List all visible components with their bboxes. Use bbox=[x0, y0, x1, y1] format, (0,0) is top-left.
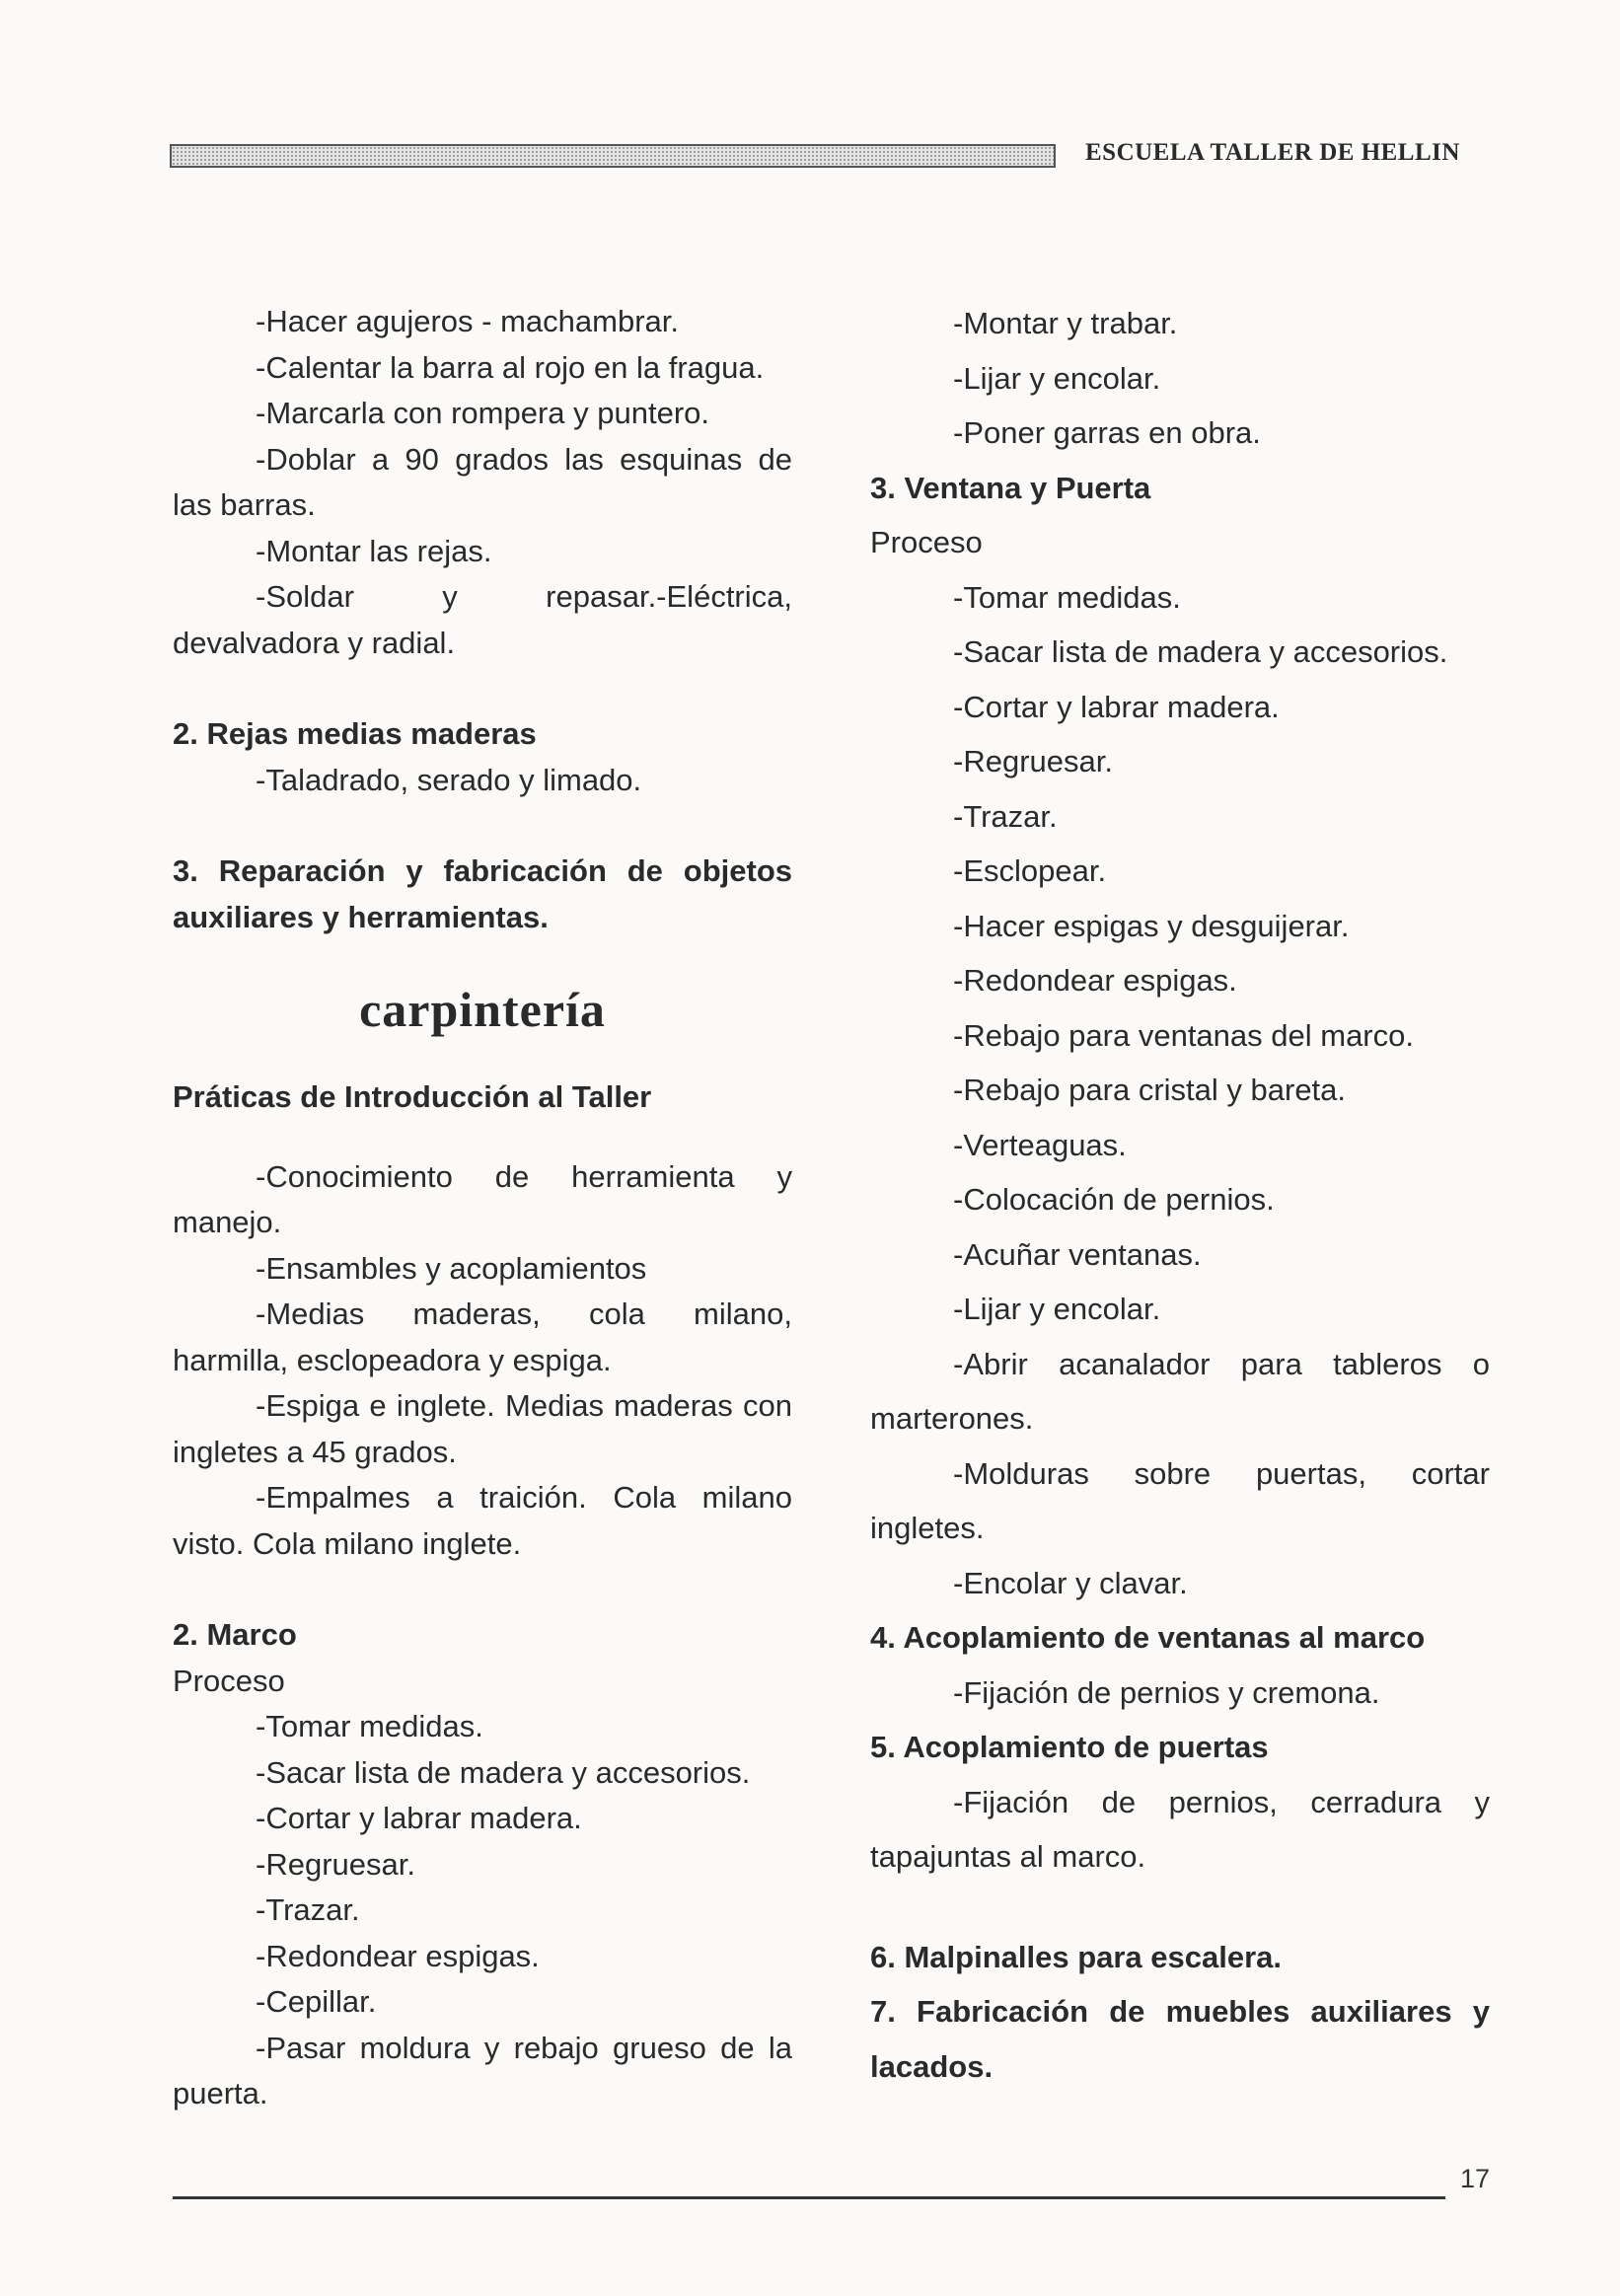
step-item: -Trazar. bbox=[953, 798, 1058, 834]
section-title-carpinteria: carpintería bbox=[359, 982, 606, 1037]
step-item: -Esclopear. bbox=[953, 853, 1107, 888]
step-item: -Redondear espigas. bbox=[256, 1938, 540, 1973]
step-item: -Fijación de pernios y cremona. bbox=[953, 1674, 1380, 1710]
step-item: -Cepillar. bbox=[256, 1984, 377, 2019]
section-heading-reparacion: 3. Reparación y fabricación de objetos auxiliares y herramientas. bbox=[173, 853, 792, 934]
step-item: -Encolar y clavar. bbox=[953, 1565, 1188, 1600]
step-item: -Lijar y encolar. bbox=[953, 1292, 1161, 1326]
step-item: -Doblar a 90 grados las esquinas de las barras. bbox=[173, 441, 792, 522]
step-item: -Soldar y repasar.-Eléctrica, devalvadora y radial. bbox=[173, 579, 792, 660]
step-item: -Lijar y encolar. bbox=[953, 360, 1161, 396]
step-item: -Colocación de pernios. bbox=[953, 1182, 1275, 1217]
footer-rule bbox=[173, 2196, 1445, 2199]
step-item: -Abrir acanalador para tableros o marterones. bbox=[870, 1346, 1490, 1436]
section-heading-acoplamiento-ventanas: 4. Acoplamiento de ventanas al marco bbox=[870, 1620, 1426, 1655]
step-item: -Rebajo para cristal y bareta. bbox=[953, 1073, 1347, 1107]
proceso-label: Proceso bbox=[173, 1663, 285, 1698]
step-item: -Trazar. bbox=[256, 1892, 360, 1927]
step-item: -Taladrado, serado y limado. bbox=[256, 762, 642, 797]
step-item: -Regruesar. bbox=[256, 1846, 415, 1882]
step-item: -Cortar y labrar madera. bbox=[953, 689, 1280, 724]
step-item: -Fijación de pernios, cerradura y tapajuntas al marco. bbox=[870, 1784, 1490, 1874]
step-item: -Verteaguas. bbox=[953, 1127, 1127, 1162]
step-item: -Sacar lista de madera y accesorios. bbox=[256, 1754, 751, 1790]
step-item: -Calentar la barra al rojo en la fragua. bbox=[256, 349, 765, 385]
section-heading-fabricacion: 7. Fabricación de muebles auxiliares y lacados. bbox=[870, 1994, 1490, 2084]
step-item: -Conocimiento de herramienta y manejo. bbox=[173, 1158, 792, 1239]
step-item: -Hacer espigas y desguijerar. bbox=[953, 908, 1350, 943]
section-heading-acoplamiento-puertas: 5. Acoplamiento de puertas bbox=[870, 1730, 1269, 1764]
intro-heading: Práticas de Introducción al Taller bbox=[173, 1079, 652, 1114]
step-item: -Tomar medidas. bbox=[256, 1709, 483, 1743]
step-item: -Redondear espigas. bbox=[953, 963, 1237, 998]
step-item: -Tomar medidas. bbox=[953, 579, 1181, 615]
step-item: -Poner garras en obra. bbox=[953, 415, 1261, 450]
step-item: -Molduras sobre puertas, cortar ingletes. bbox=[870, 1455, 1490, 1545]
header-pattern-bar bbox=[170, 144, 1056, 168]
page-number: 17 bbox=[1460, 2164, 1491, 2193]
step-item: -Montar las rejas. bbox=[256, 533, 492, 568]
step-item: -Sacar lista de madera y accesorios. bbox=[953, 634, 1448, 669]
step-item: -Empalmes a traición. Cola milano visto. Cola milano inglete. bbox=[173, 1480, 792, 1561]
header-title: ESCUELA TALLER DE HELLIN bbox=[1085, 139, 1460, 166]
step-item: -Espiga e inglete. Medias maderas con ingletes a 45 grados. bbox=[173, 1388, 792, 1469]
step-item: -Ensambles y acoplamientos bbox=[256, 1250, 647, 1286]
section-heading-ventana-puerta: 3. Ventana y Puerta bbox=[870, 470, 1151, 505]
section-heading-rejas: 2. Rejas medias maderas bbox=[173, 716, 537, 751]
right-column bbox=[870, 296, 1490, 2094]
step-item: -Rebajo para ventanas del marco. bbox=[953, 1017, 1414, 1053]
left-column bbox=[173, 299, 792, 2117]
step-item: -Montar y trabar. bbox=[953, 306, 1178, 340]
step-item: -Cortar y labrar madera. bbox=[256, 1801, 582, 1835]
step-item: -Acuñar ventanas. bbox=[953, 1236, 1202, 1272]
step-item: -Hacer agujeros - machambrar. bbox=[256, 304, 679, 338]
step-item: -Medias maderas, cola milano, harmilla, esclopeadora y espiga. bbox=[173, 1296, 792, 1377]
section-heading-marco: 2. Marco bbox=[173, 1617, 297, 1652]
step-item: -Regruesar. bbox=[953, 744, 1113, 778]
proceso-label: Proceso bbox=[870, 525, 983, 559]
section-heading-malpinalles: 6. Malpinalles para escalera. bbox=[870, 1939, 1283, 1974]
step-item: -Marcarla con rompera y puntero. bbox=[256, 396, 710, 430]
step-item: -Pasar moldura y rebajo grueso de la puerta. bbox=[173, 2030, 792, 2111]
